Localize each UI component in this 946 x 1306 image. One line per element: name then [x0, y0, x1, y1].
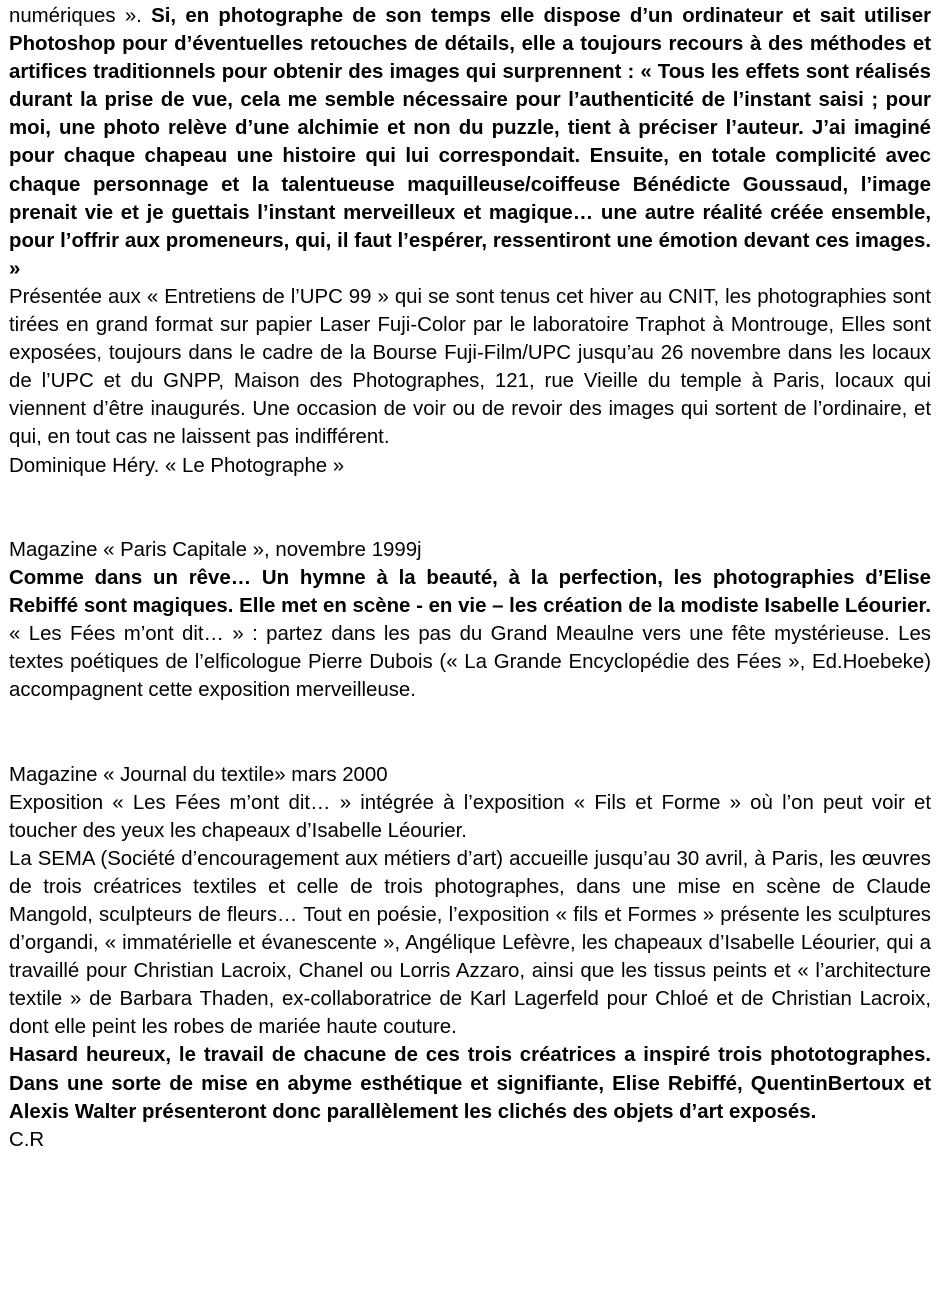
article2-bold-intro: Comme dans un rêve… Un hymne à la beauté, à la perfection, les photographies d’Elise Rebiffé sont magiques. Elle met en scène - en vie – les création de la modiste Isabelle Léourier. — [9, 566, 931, 617]
article3-intro: Exposition « Les Fées m’ont dit… » intégrée à l’exposition « Fils et Forme » où l’on peut voir et toucher des yeux les chapeaux d’Isabelle Léourier. — [9, 791, 931, 842]
article1-quote-paragraph — [9, 2, 931, 283]
article3-signature: C.R — [9, 1128, 45, 1151]
article1-lead: numériques ». — [9, 5, 142, 27]
article2-paragraph — [9, 564, 931, 704]
document-page — [9, 2, 931, 1154]
article1-bold-quote: Si, en photographe de son temps elle dispose d’un ordinateur et sait utiliser Photoshop pour d’éventuelles retouches de détails, elle a toujours recours à des méthodes et artifices traditionnels pour obtenir des images qui surprennent : « Tous les effets sont réalisés durant la prise de vue, cela me semble nécessaire pour l’authenticité de l’instant saisi ; pour moi, une photo relève d’une alchimie et non du puzzle, tient à préciser l’auteur. J’ai imaginé pour chaque chapeau une histoire qui lui correspondait. Ensuite, en totale complicité avec chaque personnage et la talentueuse maquilleuse/coiffeuse Bénédicte Goussaud, l’image prenait vie et je guettais l’instant merveilleux et magique… une autre réalité créée ensemble, pour l’offrir aux promeneurs, qui, il faut l’espérer, ressentiront une émotion devant ces images. » — [9, 5, 932, 280]
section-spacer — [9, 480, 931, 536]
article3-source: Magazine « Journal du textile» mars 2000 — [9, 763, 388, 786]
article2-source: Magazine « Paris Capitale », novembre 1999j — [9, 538, 422, 561]
article2-body: « Les Fées m’ont dit… » : partez dans les pas du Grand Meaulne vers une fête mystérieuse. Les textes poétiques de l’elficologue Pierre Dubois (« La Grande Encyclopédie des Fées », Ed.Hoebeke) accompagnent cette exposition merveilleuse. — [9, 623, 931, 702]
section-spacer — [9, 704, 931, 760]
article3-bold-conclusion: Hasard heureux, le travail de chacune de ces trois créatrices a inspiré trois phototographes. Dans une sorte de mise en abyme esthétique et signifiante, Elise Rebiffé, QuentinBertoux et Alexis Walter présenteront donc parallèlement les clichés des objets d’art exposés. — [9, 1044, 931, 1123]
article1-body: Présentée aux « Entretiens de l’UPC 99 » qui se sont tenus cet hiver au CNIT, les photographies sont tirées en grand format sur papier Laser Fuji-Color par le laboratoire Traphot à Montrouge, Elles sont exposées, toujours dans le cadre de la Bourse Fuji-Film/UPC jusqu’au 26 novembre dans les locaux de l’UPC et du GNPP, Maison des Photographes, 121, rue Vieille du temple à Paris, locaux qui viennent d’être inaugurés. Une occasion de voir ou de revoir des images qui sortent de l’ordinaire, et qui, en tout cas ne laissent pas indifférent. — [9, 285, 931, 449]
article1-signature: Dominique Héry. « Le Photographe » — [9, 454, 345, 477]
article3-body: La SEMA (Société d’encouragement aux métiers d’art) accueille jusqu’au 30 avril, à Paris, les œuvres de trois créatrices textiles et celle de trois photographes, dans une mise en scène de Claude Mangold, sculpteurs de fleurs… Tout en poésie, l’exposition « fils et Formes » présente les sculptures d’organdi, « immatérielle et évanescente », Angélique Lefèvre, les chapeaux d’Isabelle Léourier, qui a travaillé pour Christian Lacroix, Chanel ou Lorris Azzaro, ainsi que les tissus peints et « l’architecture textile » de Barbara Thaden, ex-collaboratrice de Karl Lagerfeld pour Chloé et de Christian Lacroix, dont elle peint les robes de mariée haute couture. — [9, 847, 931, 1039]
